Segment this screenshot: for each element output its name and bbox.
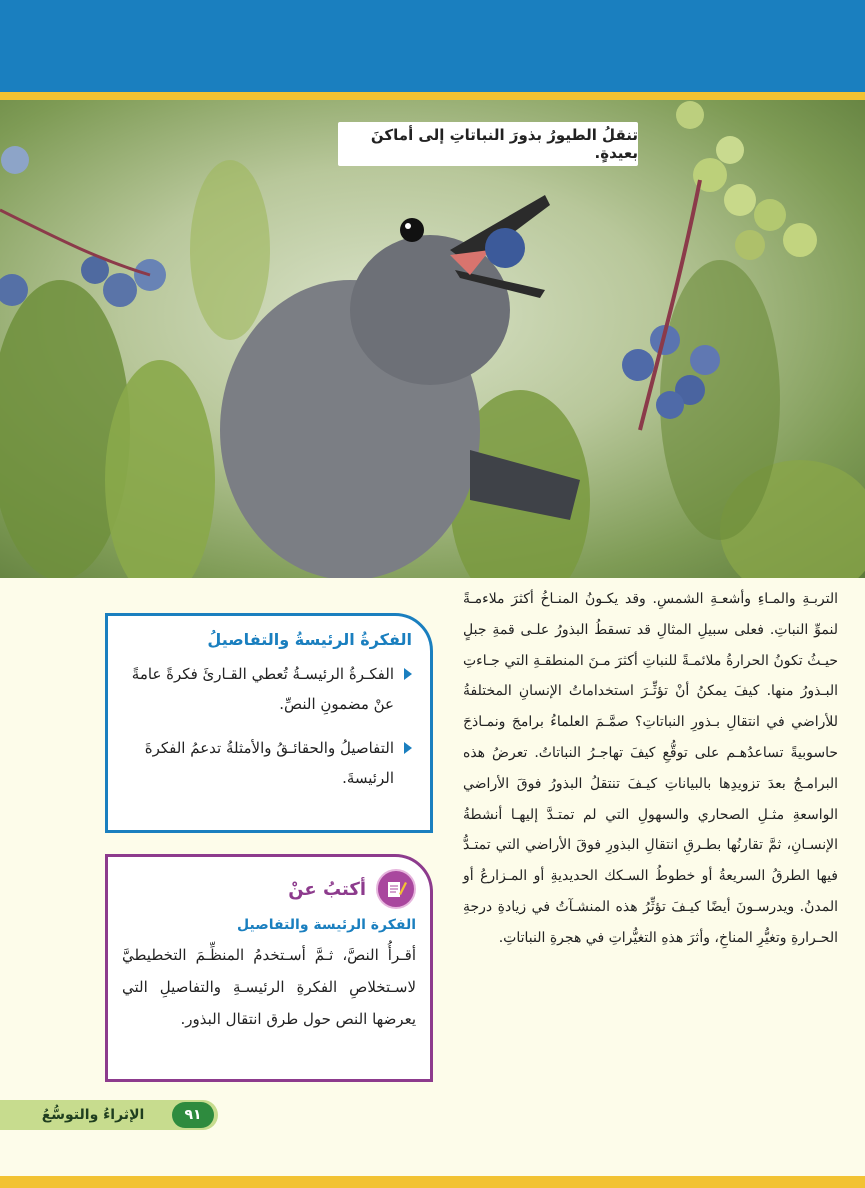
bullet-arrow-icon	[404, 742, 412, 754]
main-text: التربـةِ والمـاءِ وأشعـةِ الشمسِ. وقد يكـونُ المنـاخُ أكثرَ ملاءمـةً لنموِّ النباتِ. فعلى سبيلِ المثالِ قد تسقطُ البذورُ علـى قمةِ جبلٍ حيـثُ تكونُ الحرارةُ ملائمـةً للنباتِ أكثرَ مـنَ المنطقـةِ التي جـاءتِ البـذورُ منها. كيفَ يمكنُ أنْ تؤثِّـرَ استخداماتُ الإنسانِ المختلفةُ للأراضي في انتقالِ بـذورِ النباتاتِ؟ صمَّـمَ العلماءُ برامجَ ونمـاذجَ حاسوبيةً تساعدُهـم على توقُّعِ كيفَ تهاجـرُ النباتاتُ. تعرضُ هذه البرامـجُ بعدَ تزويدِها بالبياناتِ كيـفَ تنتقلُ البذورُ فوقَ الأراضي الواسعةِ مثـلِ الصحاري والسهولِ التي لم تمتـدَّ إليهـا أنشطةُ الإنسـانِ، ثمَّ تقارنُها بطـرقِ انتقالِ البذورِ فوقَ الأراضي التي تمتـدُّ فيها الطرقُ السريعةُ أو خطوطُ السـكك الحديديةِ أو المـزارعُ أو المدنُ. ويدرسـونَ أيضًا كيـفَ تؤثِّرُ هذه المنشـآتُ في زيادةِ درجةِ الحـرارةِ وتغيُّرِ المناخِ، وأثرَ هذهِ التغيُّراتِ في هجرةِ النباتاتِ.	[463, 591, 838, 946]
bird-photo	[0, 100, 865, 578]
write-about-body: أقـرأُ النصَّ، ثـمَّ أسـتخدمُ المنظِّـمَ التخطيطيَّ لاسـتخلاصِ الفكرةِ الرئيسـةِ والتفاصيلِ التي يعرضها النص حول طرق انتقال البذور.	[122, 946, 416, 1028]
write-about-box	[105, 854, 433, 1082]
write-about-title: أكتبُ عنْ	[288, 878, 366, 900]
main-idea-title: الفكرةُ الرئيسةُ والتفاصيلُ	[207, 630, 412, 649]
main-idea-box	[105, 613, 433, 833]
header-band	[0, 0, 865, 92]
header-stripe	[0, 92, 865, 100]
write-about-subtitle: الفكرة الرئيسة والتفاصيل	[236, 917, 416, 933]
bird-illustration	[0, 100, 865, 578]
list-item	[126, 733, 412, 793]
section-name: الإثراءُ والتوسُّعُ	[41, 1107, 145, 1123]
pencil-paper-icon	[376, 869, 416, 909]
bullet-arrow-icon	[404, 668, 412, 680]
page-number: ٩١	[172, 1102, 214, 1128]
write-about-header	[122, 869, 416, 909]
list-item	[126, 659, 412, 719]
photo-caption: تنقلُ الطيورُ بذورَ النباتاتِ إلى أماكنَ بعيدةٍ.	[338, 122, 638, 166]
bullet-text: الفكـرةُ الرئيسـةُ تُعطي القـارئَ فكرةً عامةً عنْ مضمونِ النصِّ.	[131, 665, 394, 713]
bullet-text: التفاصيلُ والحقائـقُ والأمثلةُ تدعمُ الفكرةَ الرئيسةَ.	[144, 739, 394, 787]
footer-stripe	[0, 1176, 865, 1188]
main-idea-list	[126, 659, 412, 793]
